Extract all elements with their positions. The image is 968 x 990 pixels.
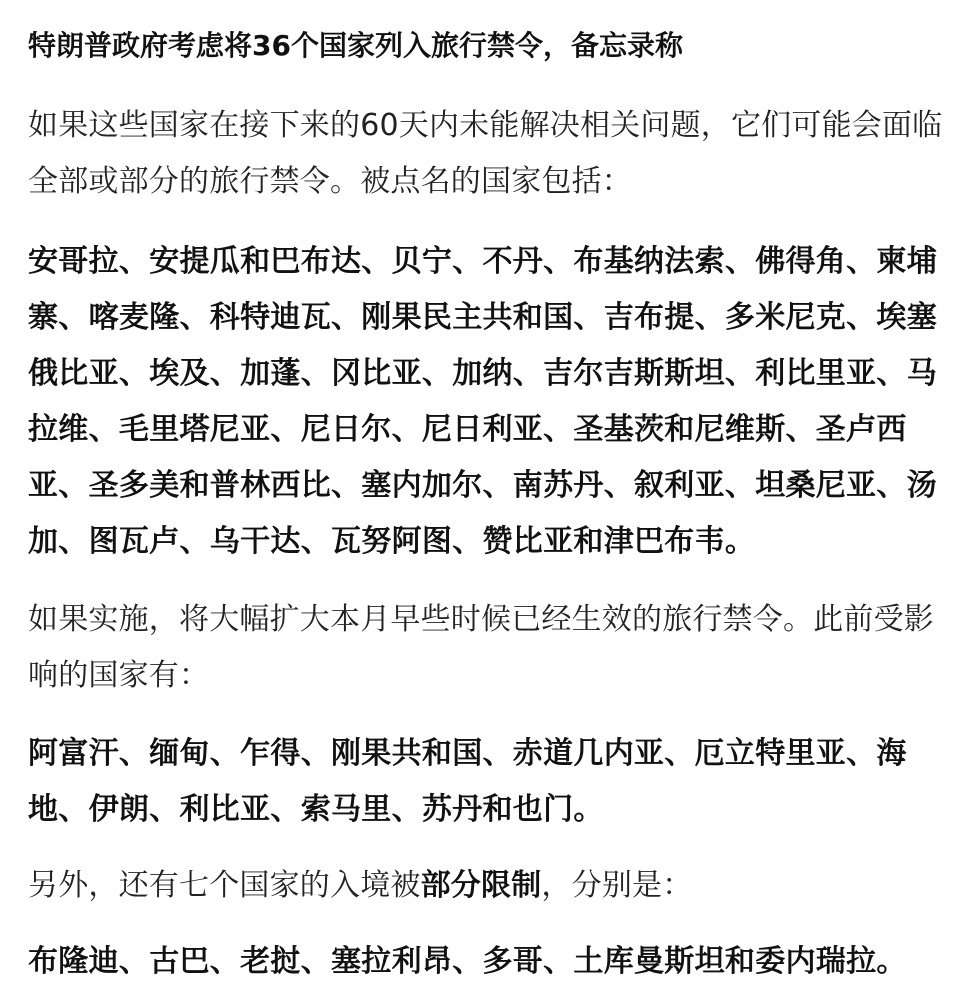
partial-restriction-emphasis: 部分限制 — [420, 868, 542, 903]
expansion-note-paragraph: 如果实施，将大幅扩大本月早些时候已经生效的旅行禁令。此前受影响的国家有： — [28, 602, 934, 693]
previous-countries-list: 阿富汗、缅甸、乍得、刚果共和国、赤道几内亚、厄立特里亚、海地、伊朗、利比亚、索马里、苏丹和也门。 — [28, 736, 907, 827]
partial-intro-after: ，分别是： — [541, 868, 693, 903]
intro-paragraph: 如果这些国家在接下来的60天内未能解决相关问题，它们可能会面临全部或部分的旅行禁令。被点名的国家包括： — [28, 108, 943, 199]
partial-countries-list: 布隆迪、古巴、老挝、塞拉利昂、多哥、土库曼斯坦和委内瑞拉。 — [28, 944, 907, 979]
named-countries-list: 安哥拉、安提瓜和巴布达、贝宁、不丹、布基纳法索、佛得角、柬埔寨、喀麦隆、科特迪瓦、刚果民主共和国、吉布提、多米尼克、埃塞俄比亚、埃及、加蓬、冈比亚、加纳、吉尔吉斯斯坦、利比里亚、马拉维、毛里塔尼亚、尼日尔、尼日利亚、圣基茨和尼维斯、圣卢西亚、圣多美和普林西比、塞内加尔、南苏丹、叙利亚、坦桑尼亚、汤加、图瓦卢、乌干达、瓦努阿图、赞比亚和津巴布韦。 — [28, 244, 937, 559]
article — [28, 26, 964, 990]
article-headline: 特朗普政府考虑将36个国家列入旅行禁令，备忘录称 — [28, 29, 683, 62]
partial-intro-before: 另外，还有七个国家的入境被 — [28, 868, 421, 903]
partial-restriction-paragraph — [28, 858, 964, 914]
